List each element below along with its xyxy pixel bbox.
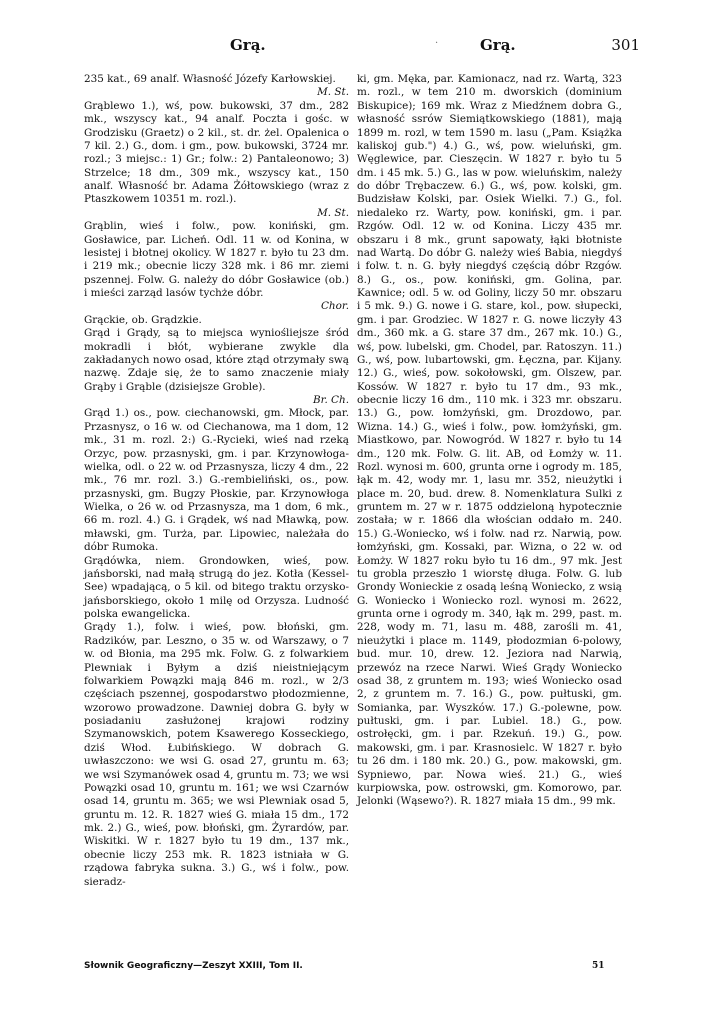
header-mark: · bbox=[435, 38, 439, 49]
entry-grad-i-grady: Grąd i Grądy, są to miejsca wyniośliejsze śród mokradli i błót, wybierane zwykle dla zakładanych nowo osad, które ztąd otrzymały swą nazwę. Zdaje się, że to samo znaczenie miały Grąby i Grąble (dzisiejsze Groble). bbox=[84, 327, 349, 393]
entry-grady: Grądy 1.), folw. i wieś, pow. błoński, gm. Radzików, par. Leszno, o 35 w. od Warszawy, o 7 w. od Błonia, ma 295 mk. Folw. G. z folwarkiem Plewniak i Byłym a dziś nieistniejącym folwarkiem Powązki mają 846 m. rozl., w 2/3 częściach pszennej, gospodarstwo płodozmienne, wzorowo prowadzone. Dawniej dobra G. były w posiadaniu zasłużonej krajowi rodziny Szymanowskich, potem Ksawerego Kosseckiego, dziś Włod. Łubińskiego. W dobrach G. uwłaszczono: we wsi G. osad 27, gruntu m. 63; we wsi Szymanówek osad 4, gruntu m. 73; we wsi Powązki osad 10, gruntu m. 161; we wsi Czarnów osad 14, gruntu m. 365; we wsi Plewniak osad 5, gruntu m. 12. R. 1827 wieś G. miała 15 dm., 172 mk. 2.) G., wieś, pow. błoński, gm. Żyrardów, par. Wiskitki. W r. 1827 było tu 19 dm., 137 mk., obecnie liczy 253 mk. R. 1823 istniała w G. rządowa fabryka sukna. 3.) G., wś i folw., pow. sieradz- bbox=[84, 621, 349, 888]
entry-grablin: Grąblin, wieś i folw., pow. koniński, gm. Gosławice, par. Licheń. Odl. 11 w. od Konina, w lesistej i błotnej okolicy. W 1827 r. było tu 23 dm. i 219 mk.; obecnie liczy 328 mk. i 86 mr. ziemi pszennej. Folw. G. należy do dóbr Gosławice (ob.) i mieści zarząd lasów tychże dóbr. bbox=[84, 220, 349, 299]
running-head-right: Grą. bbox=[480, 36, 516, 54]
entry-continuation: 235 kat., 69 analf. Własność Józefy Karłowskiej. bbox=[84, 73, 336, 85]
author-signature: Chor. bbox=[320, 300, 349, 313]
entry-grady-continued: ki, gm. Męka, par. Kamionacz, nad rz. Wartą, 323 m. rozl., w tem 210 m. dworskich (dominium Biskupice); 169 mk. Wraz z Miedźnem dobra G., własność ssrów Siemiątkowskiego (1881), mają 1899 m. rozl, w tem 1590 m. lasu („Pam. Książka kaliskoj gub.") 4.) G., wś, pow. wieluński, gm. Węglewice, par. Cieszęcin. W 1827 r. było tu 5 dm. i 45 mk. 5.) G., las w pow. wieluńskim, należy do dóbr Trębaczew. 6.) G., wś, pow. kolski, gm. Budzisław Kolski, par. Osiek Wielki. 7.) G., fol. niedaleko rz. Warty, pow. koniński, gm. i par. Rzgów. Odl. 12 w. od Konina. Liczy 435 mr. obszaru i 8 mk., grunt sapowaty, łąki błotniste nad Wartą. Do dóbr G. należy wieś Babia, niegdyś i folw. t. n. G. były niegdyś częścią dóbr Rzgów. 8.) G., os., pow. koniński, gm. Golina, par. Kawnice; odl. 5 w. od Goliny, liczy 50 mr. obszaru i 5 mk. 9.) G. nowe i G. stare, kol., pow. słupecki, gm. i par. Grodziec. W 1827 r. G. nowe liczyły 43 dm., 360 mk. a G. stare 37 dm., 267 mk. 10.) G., wś, pow. lubelski, gm. Chodel, par. Ratoszyn. 11.) G., wś, pow. lubartowski, gm. Łęczna, par. Kijany. 12.) G., wieś, pow. sokołowski, gm. Olszew, par. Kossów. W 1827 r. było tu 17 dm., 93 mk., obecnie liczy 16 dm., 110 mk. i 323 mr. obszaru. 13.) G., pow. łomżyński, gm. Drozdowo, par. Wizna. 14.) G., wieś i folw., pow. łomżyński, gm. Miastkowo, par. Nowogród. W 1827 r. było tu 14 dm., 120 mk. Folw. G. lit. AB, od Łomży w. 11. Rozl. wynosi m. 600, grunta orne i ogrody m. 185, łąk m. 42, wody mr. 1, lasu mr. 352, nieużytki i place m. 20, bud. drew. 8. Nomenklatura Sulki z gruntem m. 27 w r. 1875 oddzieloną hypotecznie została; w r. 1866 dla włościan oddało m. 240. 15.) G.-Woniecko, wś i folw. nad rz. Narwią, pow. łomżyński, gm. Kossaki, par. Wizna, o 22 w. od Łomży. W 1827 roku było tu 16 dm., 97 mk. Jest tu grobla przeszło 1 wiorstę długa. Folw. G. lub Grondy Wonieckie z osadą leśną Woniecko, z wsią G. Woniecko i Woniecko rozl. wynosi m. 2622, grunta orne i ogrody m. 340, łąk m. 299, past. m. 228, wody m. 71, lasu m. 488, zarośli m. 41, nieużytki i place m. 1149, płodozmian 6-polowy, bud. mur. 10, drew. 12. Jeziora nad Narwią, przewóz na rzece Narwi. Wieś Grądy Woniecko osad 38, z gruntem m. 193; wieś Woniecko osad 2, z gruntem m. 7. 16.) G., pow. pułtuski, gm. Somianka, par. Wyszków. 17.) G.-polewne, pow. pułtuski, gm. i par. Lubiel. 18.) G., pow. ostrołęcki, gm. i par. Rzekuń. 19.) G., pow. makowski, gm. i par. Krasnosielc. W 1827 r. było tu 26 dm. i 180 mk. 20.) G., pow. makowski, gm. Sypniewo, par. Nowa wieś. 21.) G., wieś kurpiowska, pow. ostrowski, gm. Komorowo, par. Jelonki (Wąsewo?). R. 1827 miała 15 dm., 99 mk. bbox=[357, 73, 622, 808]
page-footer bbox=[84, 961, 624, 977]
right-column bbox=[357, 73, 622, 809]
author-signature: M. St. bbox=[317, 206, 349, 219]
running-head-left: Grą. bbox=[230, 36, 266, 54]
author-signature: M. St. bbox=[317, 86, 349, 99]
entry-grackie: Grąckie, ob. Grądzkie. bbox=[84, 313, 202, 326]
entry-grad: Grąd 1.) os., pow. ciechanowski, gm. Młock, par. Przasnysz, o 16 w. od Ciechanowa, ma 1 dom, 12 mk., 31 m. rozl. 2:) G.-Rycieki, wieś nad rzeką Orzyc, pow. przasnyski, gm. i par. Krzynowłoga-wielka, odl. o 22 w. od Przasnysza, liczy 4 dm., 22 mk., 76 mr. rozl. 3.) G.-rembieliński, os., pow. przasnyski, gm. Bugzy Płoskie, par. Krzynowłoga Wielka, o 26 w. od Przasnysza, ma 1 dom, 6 mk., 66 m. rozl. 4.) G. i Grądek, wś nad Mławką, pow. mławski, gm. Turża, par. Lipowiec, należała do dóbr Rumoka. bbox=[84, 407, 349, 554]
sheet-number: 51 bbox=[592, 961, 605, 971]
entry-grablewo: Grąblewo 1.), wś, pow. bukowski, 37 dm., 282 mk., wszyscy kat., 94 analf. Poczta i gośc. w Grodzisku (Graetz) o 2 kil., st. dr. żel. Opalenica o 7 kil. 2.) G., dom. i gm., pow. bukowski, 3724 mr. rozl.; 3 miejsc.: 1) Gr.; folw.: 2) Pantaleonowo; 3) Strzelce; 18 dm., 309 mk., wszyscy kat., 150 analf. Własność br. Adama Żółtowskiego (wraz z Ptaszkowem 10351 m. rozl.). bbox=[84, 99, 349, 206]
page-header bbox=[80, 30, 640, 60]
page-number: 301 bbox=[611, 36, 640, 54]
series-title: Słownik Geograficzny—Zeszyt XXIII, Tom II. bbox=[84, 961, 303, 971]
left-column bbox=[84, 73, 349, 889]
entry-gradowka: Grądówka, niem. Grondowken, wieś, pow. jańsborski, nad małą strugą do jez. Kotła (Kessel-See) wpadającą, o 5 kil. od bitego traktu orzysko-jańsborskiego, około 1 milę od Orzysza. Ludność polska ewangelicka. bbox=[84, 554, 349, 620]
author-signature: Br. Ch. bbox=[312, 394, 349, 406]
